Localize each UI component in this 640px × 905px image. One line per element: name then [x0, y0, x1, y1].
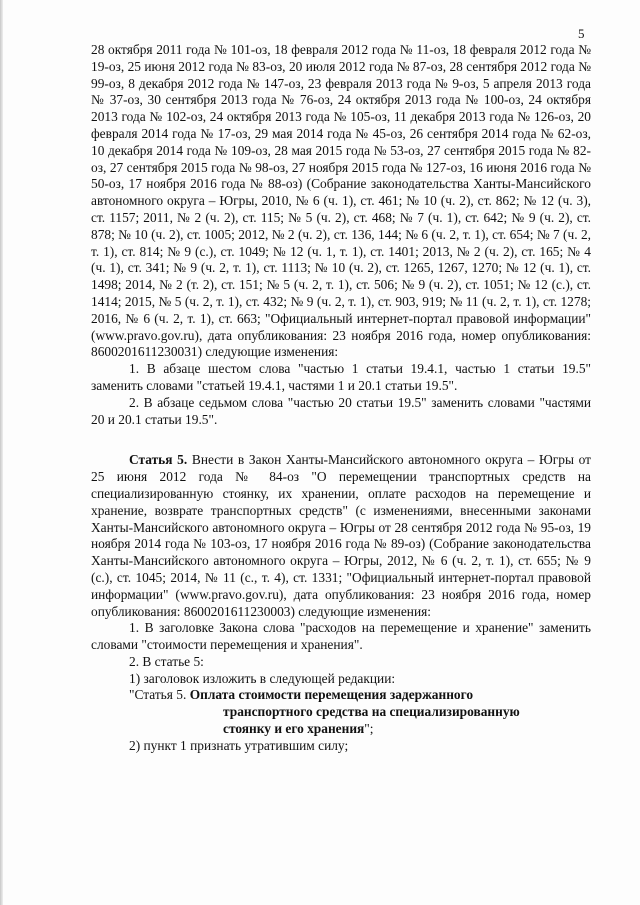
scan-edge: [0, 0, 3, 905]
article-5-subitem-1: 1) заголовок изложить в следующей редакции:: [129, 670, 396, 686]
quoted-heading-text-3: стоянку и его хранения: [223, 721, 365, 737]
article-5-paragraph: [91, 452, 591, 620]
quoted-heading-text-1: Оплата стоимости перемещения задержанного: [189, 687, 474, 703]
article-5-label: Статья 5.: [129, 452, 188, 468]
page-number: 5: [578, 26, 585, 41]
quoted-heading-text-2: транспортного средства на специализированную: [223, 704, 520, 720]
amendment-item-1: 1. В абзаце шестом слова "частью 1 статьи 19.4.1, частью 1 статьи 19.5" заменить словами "статьей 19.4.1, частями 1 и 20.1 статьи 19.5".: [91, 361, 591, 393]
intro-paragraph: 28 октября 2011 года № 101-оз, 18 февраля 2012 года № 11-оз, 18 февраля 2012 года № 19-оз, 25 июня 2012 года № 83-оз, 20 июля 2012 года № 87-оз, 28 сентября 2012 года № 99-оз, 8 декабря 2012 года № 147-оз, 23 февраля 2013 года № 9-оз, 5 апреля 2013 года № 37-оз, 30 сентября 2013 года № 76-оз, 24 октября 2013 года № 100-оз, 24 октября 2013 года № 102-оз, 24 октября 2013 года № 105-оз, 11 декабря 2013 года № 126-оз, 20 февраля 2014 года № 17-оз, 29 мая 2014 года № 45-оз, 26 сентября 2014 года № 62-оз, 10 декабря 2014 года № 109-оз, 28 мая 2015 года № 53-оз, 27 сентября 2015 года № 82-оз, 27 сентября 2015 года № 98-оз, 27 ноября 2015 года № 127-оз, 16 июня 2016 года № 50-оз, 17 ноября 2016 года № 88-оз) (Собрание законодательства Ханты-Мансийского автономного округа – Югры, 2010, № 6 (ч. 1), ст. 461; № 10 (ч. 2), ст. 862; № 12 (ч. 3), ст. 1157; 2011, № 2 (ч. 2), ст. 115; № 5 (ч. 2), ст. 468; № 7 (ч. 1), ст. 642; № 9 (ч. 2), ст. 878; № 10 (ч. 2), ст. 1005; 2012, № 2 (ч. 2), ст. 136, 144; № 6 (ч. 2, т. 1), ст. 654; № 7 (ч. 2, т. 1), ст. 814; № 9 (с.), ст. 1049; № 12 (ч. 1, т. 1), ст. 1401; 2013, № 2 (ч. 2), ст. 165; № 4 (ч. 1), ст. 341; № 9 (ч. 2, т. 1), ст. 1113; № 10 (ч. 2), ст. 1265, 1267, 1270; № 12 (ч. 1), ст. 1498; 2014, № 2 (т. 2), ст. 151; № 5 (ч. 2, т. 1), ст. 506; № 9 (ч. 2), ст. 1051; № 12 (с.), ст. 1414; 2015, № 5 (ч. 2, т. 1), ст. 432; № 9 (ч. 2, т. 1), ст. 903, 919; № 11 (ч. 2, т. 1), ст. 1278; 2016, № 6 (ч. 2, т. 1), ст. 663; "Официальный интернет-портал правовой информации" (www.pravo.gov.ru), дата опубликования: 23 ноября 2016 года, номер опубликования: 8600201611230031) следующие изменения:: [91, 42, 591, 360]
quoted-heading-line-2: [91, 704, 591, 721]
quoted-heading-line-3: [91, 721, 591, 738]
document-body: [91, 42, 591, 755]
article-5-item-1: 1. В заголовке Закона слова "расходов на перемещение и хранение" заменить словами "стоимости перемещения и хранения".: [91, 620, 591, 653]
amendment-item-2: 2. В абзаце седьмом слова "частью 20 статьи 19.5" заменить словами "частями 20 и 20.1 статьи 19.5".: [91, 394, 591, 427]
article-5-item-2: 2. В статье 5:: [129, 653, 204, 669]
quoted-heading-suffix: ";: [364, 721, 374, 737]
article-5-text: Внести в Закон Ханты-Мансийского автономного округа – Югры от 25 июня 2012 года № 84-оз "О перемещении транспортных средств на специализированную стоянку, их хранении, оплате расходов на перемещение и хранение, возврате транспортных средств" (с изменениями, внесенными законами Ханты-Мансийского автономного округа – Югры от 28 сентября 2012 года № 95-оз, 19 ноября 2014 года № 103-оз, 17 ноября 2016 года № 89-оз) (Собрание законодательства Ханты-Мансийского автономного округа – Югры, 2012, № 6 (ч. 2, т. 1), ст. 655; № 9 (с.), ст. 1045; 2014, № 11 (с., т. 4), ст. 1331; "Официальный интернет-портал правовой информации" (www.pravo.gov.ru), дата опубликования: 23 ноября 2016 года, номер опубликования: 8600201611230003) следующие изменения:: [91, 452, 591, 619]
quoted-heading-prefix: "Статья 5.: [129, 687, 190, 703]
article-5-subitem-2: 2) пункт 1 признать утратившим силу;: [129, 737, 349, 753]
quoted-heading-line-1: [91, 687, 591, 704]
paragraph-gap: [91, 428, 591, 452]
